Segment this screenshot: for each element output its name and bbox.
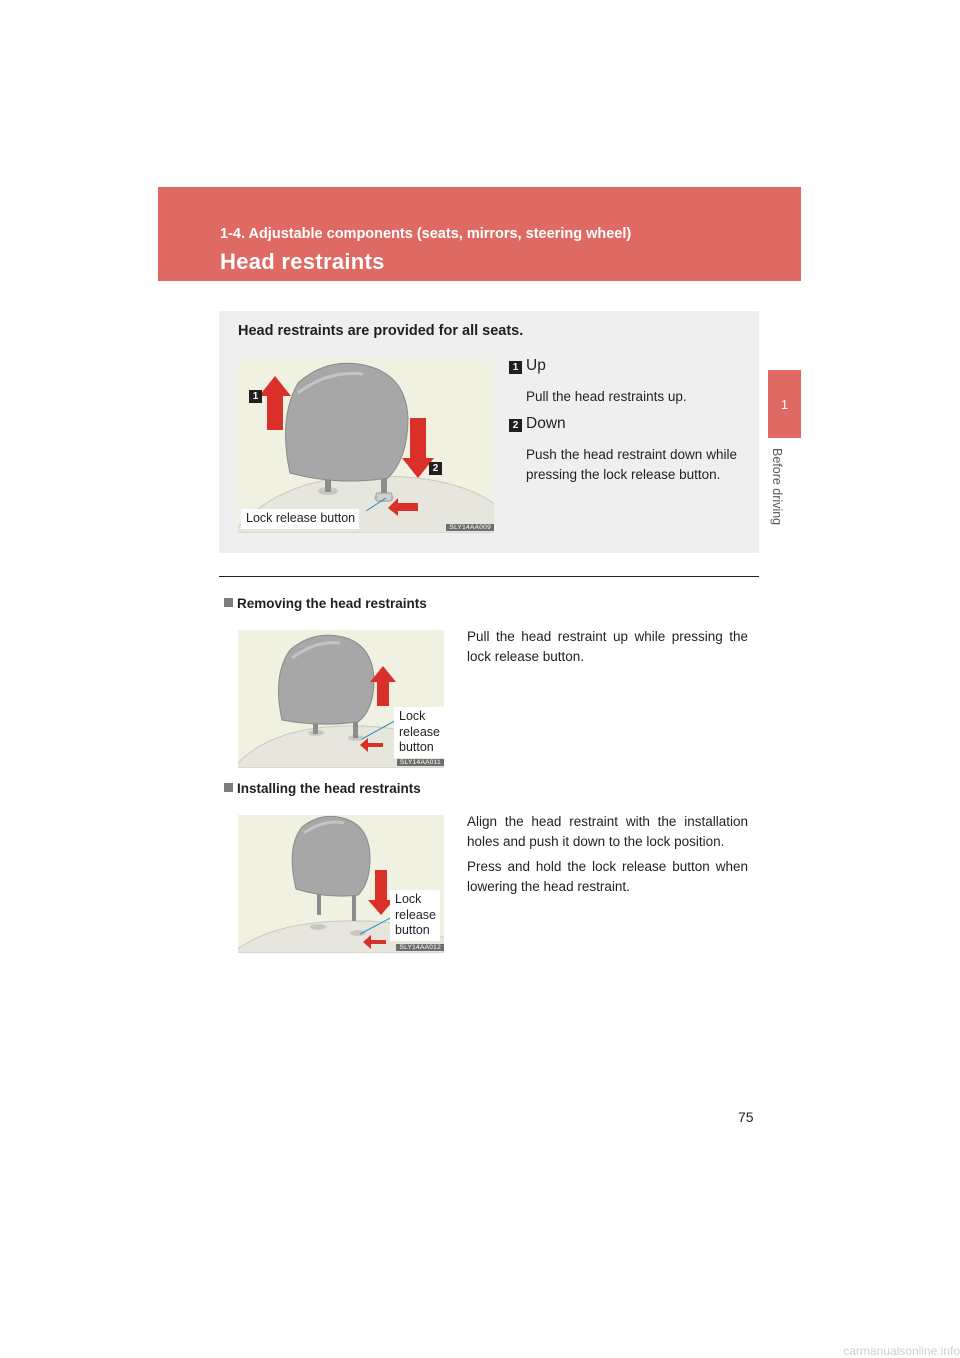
installing-callout-line-1: Lock — [395, 892, 422, 906]
figure-code: SLY14AA009 — [446, 524, 494, 531]
removing-callout-line-3: button — [399, 740, 434, 754]
watermark[interactable]: carmanualsonline.info — [843, 1344, 960, 1358]
section-divider — [219, 576, 759, 577]
section-title: 1-4. Adjustable components (seats, mirrors, steering wheel) — [220, 226, 632, 242]
chapter-tab[interactable]: 1 — [768, 370, 801, 438]
step-1-body: Pull the head restraints up. — [526, 389, 687, 404]
installing-figure-code: SLY14AA012 — [396, 944, 444, 951]
page-title: Head restraints — [220, 249, 385, 274]
removing-callout — [394, 707, 444, 758]
lock-release-callout: Lock release button — [241, 509, 359, 529]
removing-callout-line-1: Lock — [399, 709, 426, 723]
headrest-adjust-drawing — [238, 358, 494, 533]
page-number: 75 — [738, 1109, 754, 1125]
step-2-body: Push the head restraint down while pressing the lock release button. — [526, 447, 737, 482]
installing-callout — [390, 890, 440, 941]
bullet-square-icon — [224, 598, 233, 607]
step-1-title: Up — [526, 357, 546, 374]
chapter-label — [770, 448, 798, 538]
removing-heading-text: Removing the head restraints — [237, 596, 427, 611]
chapter-label-text: Before driving — [770, 448, 784, 526]
headrest-adjust-illustration — [238, 358, 494, 533]
marker-2: 2 — [429, 462, 442, 475]
bullet-square-icon — [224, 783, 233, 792]
step-1-number: 1 — [509, 361, 522, 374]
installing-paragraph-2: Press and hold the lock release button when lowering the head restraint. — [467, 859, 748, 894]
installing-heading-text: Installing the head restraints — [237, 781, 421, 796]
removing-heading — [224, 596, 427, 611]
step-2-title: Down — [526, 415, 566, 432]
installing-callout-line-2: release — [395, 907, 436, 922]
removing-figure-code: SLY14AA011 — [397, 759, 444, 766]
marker-1: 1 — [249, 390, 262, 403]
headrest-remove-illustration — [238, 630, 444, 768]
removing-callout-line-2: release — [399, 724, 440, 739]
installing-heading — [224, 781, 421, 796]
installing-paragraph-1: Align the head restraint with the installation holes and push it down to the lock position. — [467, 814, 748, 849]
headrest-install-illustration — [238, 815, 444, 953]
installing-callout-line-3: button — [395, 923, 430, 937]
step-2-number: 2 — [509, 419, 522, 432]
intro-lead: Head restraints are provided for all seats. — [238, 323, 524, 339]
removing-body: Pull the head restraint up while pressing the lock release button. — [467, 629, 748, 664]
